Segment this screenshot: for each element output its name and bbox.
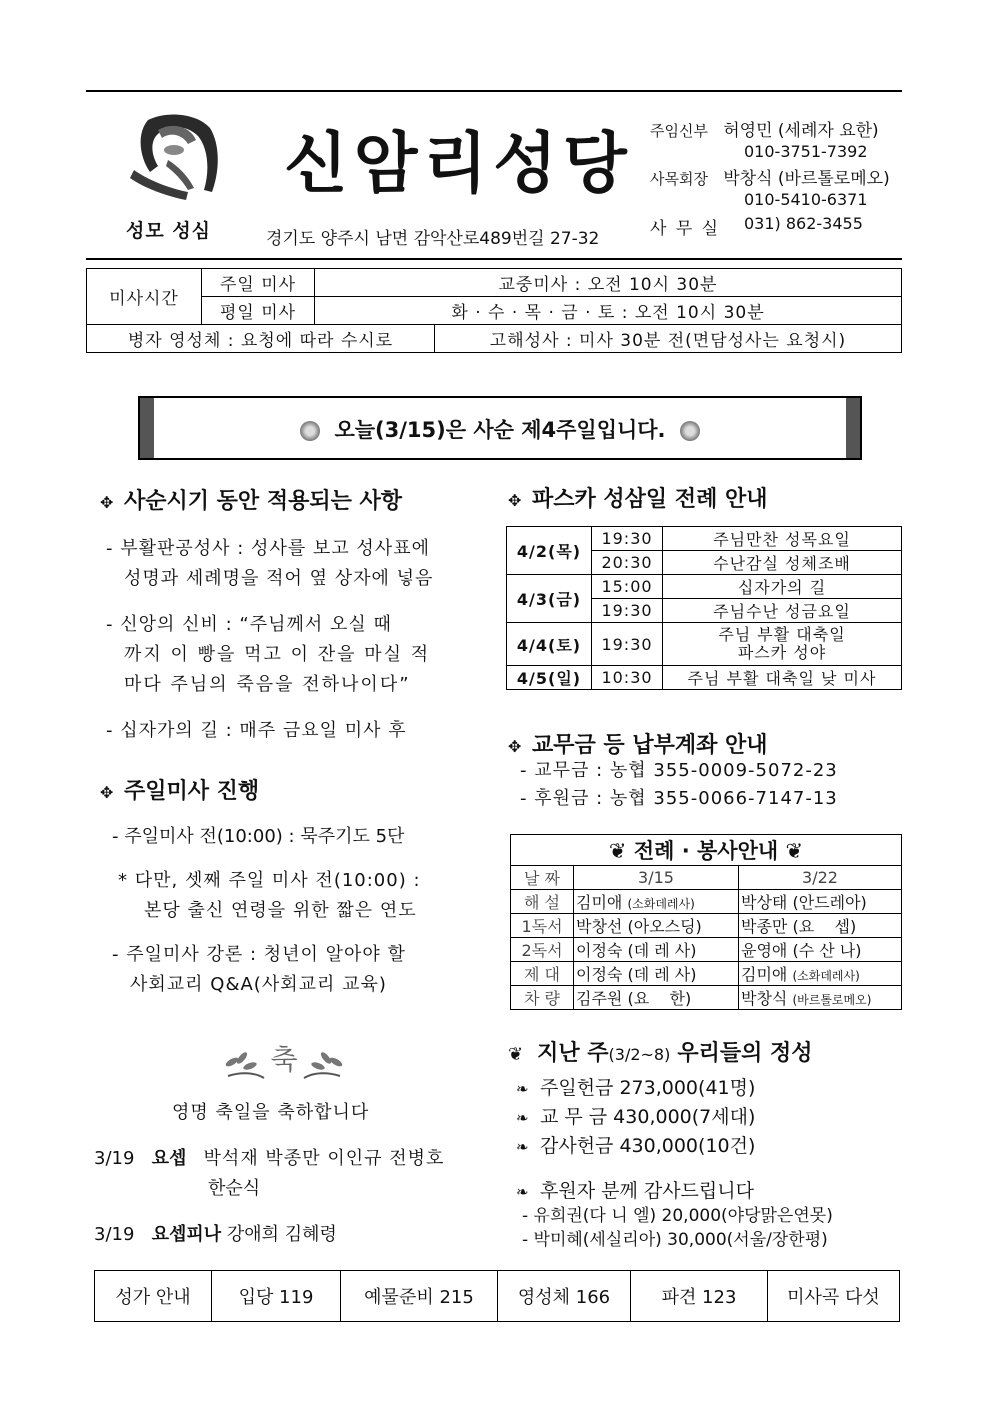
offering-item-text: 감사헌금 430,000(10건) — [540, 1135, 756, 1157]
liturgy-person: 김주원 (요 한) — [576, 989, 692, 1008]
donor-line: - 유희권(다 니 엘) 20,000(야당맑은연못) — [522, 1206, 833, 1226]
liturgy-note: (소화데레사) — [627, 897, 695, 911]
contact-council-phone: 010-5410-6371 — [744, 190, 868, 209]
liturgy-person: 박상태 (안드레아) — [741, 893, 867, 912]
lent-line: - 부활판공성사 : 성사를 보고 성사표에 — [106, 538, 430, 559]
offering-item-text: 주일헌금 273,000(41명) — [540, 1077, 756, 1099]
easter-time: 19:30 — [592, 527, 663, 551]
coin-icon — [680, 421, 700, 441]
mass-times-title: 미사시간 — [87, 269, 202, 325]
lent-item — [106, 716, 486, 746]
account-line: - 후원금 : 농협 355-0066-7147-13 — [520, 788, 838, 809]
feast-entry — [94, 1220, 494, 1250]
hymn-cell: 입당 119 — [212, 1271, 341, 1322]
coin-icon — [300, 421, 320, 441]
liturgy-note: (소화데레사) — [792, 969, 860, 983]
liturgy-role: 2독서 — [511, 938, 574, 962]
easter-heading-text: 파스카 성삼일 전례 안내 — [532, 487, 768, 512]
hymn-cell: 영성체 166 — [498, 1271, 631, 1322]
offering-item-text: 교 무 금 430,000(7세대) — [540, 1106, 756, 1128]
contact-label: 사목회장 — [650, 170, 708, 188]
account-line: - 교무금 : 농협 355-0009-5072-23 — [520, 760, 838, 781]
leaf-bullet-icon: ❧ — [516, 1183, 529, 1201]
liturgy-header: 3/22 — [739, 866, 902, 890]
sunday-mass-line: - 주일미사 전(10:00) : 묵주기도 5단 — [112, 826, 405, 847]
feast-names: 강애희 김혜령 — [226, 1224, 337, 1245]
feast-entry-line — [94, 1144, 494, 1174]
easter-time: 10:30 — [592, 666, 663, 690]
liturgy-cell — [574, 890, 739, 914]
sunday-mass-item — [112, 940, 492, 1000]
easter-time: 15:00 — [592, 575, 663, 599]
hymn-cell: 파견 123 — [631, 1271, 768, 1322]
contact-office-phone: 031) 862-3455 — [744, 214, 863, 233]
contact-label: 주임신부 — [650, 122, 708, 140]
hymn-cell: 성가 안내 — [95, 1271, 212, 1322]
offering-heading-bold: 지난 주 — [537, 1041, 609, 1066]
easter-time: 19:30 — [592, 599, 663, 623]
diamond-bullet-icon: ✥ — [100, 783, 114, 802]
easter-event: 주님만찬 성목요일 — [663, 527, 902, 551]
lent-heading — [100, 484, 402, 515]
lent-item — [106, 534, 486, 594]
lent-line: 까지 이 빵을 먹고 이 잔을 마실 적 — [124, 644, 431, 665]
liturgy-person: 박종만 (요 셉) — [741, 917, 857, 936]
easter-date: 4/2(목) — [507, 527, 592, 575]
liturgy-cell — [574, 914, 739, 938]
offering-item — [516, 1132, 755, 1161]
liturgy-person: 김미애 — [741, 965, 788, 984]
offering-heading — [508, 1036, 813, 1067]
weekday-mass-value: 화 · 수 · 목 · 금 · 토 : 오전 10시 30분 — [315, 297, 902, 325]
easter-heading — [508, 482, 768, 513]
lent-line: - 십자가의 길 : 매주 금요일 미사 후 — [106, 720, 407, 741]
logo-caption: 성모 성심 — [126, 220, 212, 242]
mass-times-table — [86, 268, 902, 353]
easter-date: 4/3(금) — [507, 575, 592, 623]
feast-date: 3/19 — [94, 1148, 135, 1169]
sunday-mass-item — [112, 822, 492, 852]
sick-communion: 병자 영성체 : 요청에 따라 수시로 — [87, 325, 435, 353]
feast-intro: 영명 축일을 축하합니다 — [172, 1102, 370, 1123]
confession: 고해성사 : 미사 30분 전(면담성사는 요청시) — [435, 325, 902, 353]
feast-entry — [94, 1144, 494, 1204]
today-banner — [138, 396, 862, 460]
sunday-mass-line: 사회교리 Q&A(사회교리 교육) — [130, 974, 387, 995]
liturgy-person: 이정숙 (데 레 사) — [576, 941, 697, 960]
contact-name: 박창식 (바르톨로메오) — [723, 169, 890, 189]
lent-item — [106, 610, 486, 700]
easter-event: 주님수난 성금요일 — [663, 599, 902, 623]
contact-label: 사 무 실 — [650, 219, 721, 239]
lent-line: 마다 주님의 죽음을 전하나이다” — [124, 674, 411, 695]
donor-list — [522, 1204, 833, 1252]
church-logo-icon — [128, 110, 228, 202]
feast-names-cont: 한순식 — [208, 1178, 261, 1199]
liturgy-header: 3/15 — [574, 866, 739, 890]
feast-names: 박석재 박종만 이인규 전병호 — [203, 1148, 445, 1169]
easter-date: 4/5(일) — [507, 666, 592, 690]
liturgy-role: 제 대 — [511, 962, 574, 986]
contact-pastor — [650, 116, 879, 141]
easter-time: 20:30 — [592, 551, 663, 575]
liturgy-role: 차 량 — [511, 986, 574, 1010]
lent-line: - 신앙의 신비 : “주님께서 오실 때 — [106, 614, 392, 635]
hymn-cell: 미사곡 다섯 — [768, 1271, 900, 1322]
sunday-mass-heading-text: 주일미사 진행 — [124, 779, 260, 804]
sunday-mass-line: - 주일미사 강론 : 청년이 알아야 할 — [112, 944, 406, 965]
hymn-cell: 예물준비 215 — [341, 1271, 498, 1322]
contact-pastor-phone: 010-3751-7392 — [744, 142, 868, 161]
diamond-bullet-icon: ✥ — [100, 493, 114, 512]
leaf-bullet-icon: ❧ — [516, 1109, 529, 1127]
hymn-table — [94, 1270, 900, 1322]
thanks-line — [516, 1176, 754, 1203]
liturgy-person: 박창선 (아오스딩) — [576, 917, 702, 936]
offering-item — [516, 1103, 755, 1132]
easter-time: 19:30 — [592, 623, 663, 666]
liturgy-table — [510, 834, 902, 1010]
feast-saint: 요셉 — [151, 1148, 187, 1169]
liturgy-cell — [739, 986, 902, 1010]
easter-event: 주님 부활 대축일 낮 미사 — [663, 666, 902, 690]
offering-list — [516, 1074, 755, 1161]
feast-date: 3/19 — [94, 1224, 135, 1245]
liturgy-cell — [739, 962, 902, 986]
banner-text: 오늘(3/15)은 사순 제4주일입니다. — [334, 418, 666, 442]
leaf-bullet-icon: ❧ — [516, 1080, 529, 1098]
church-address: 경기도 양주시 남면 감악산로489번길 27-32 — [266, 229, 600, 249]
weekday-mass-label: 평일 미사 — [202, 297, 315, 325]
top-rule — [86, 90, 902, 92]
contact-council — [650, 164, 890, 189]
liturgy-cell — [739, 914, 902, 938]
easter-event: 십자가의 길 — [663, 575, 902, 599]
sunday-mass-line: 본당 출신 연령을 위한 짧은 연도 — [144, 900, 417, 921]
lent-line: 성명과 세례명을 적어 옆 상자에 넣음 — [124, 568, 434, 589]
offering-heading-bold: 우리들의 정성 — [677, 1041, 813, 1066]
accounts-heading-text: 교무금 등 납부계좌 안내 — [532, 733, 768, 758]
sunday-mass-line: * 다만, 셋째 주일 미사 전(10:00) : — [118, 870, 421, 891]
liturgy-person: 박창식 — [741, 989, 788, 1008]
sunday-mass-heading — [100, 774, 259, 805]
liturgy-role: 해 설 — [511, 890, 574, 914]
easter-event: 수난감실 성체조배 — [663, 551, 902, 575]
liturgy-person: 김미애 — [576, 893, 623, 912]
leaf-icon: ❦ — [608, 839, 627, 863]
liturgy-cell — [574, 986, 739, 1010]
donor-line: - 박미혜(세실리아) 30,000(서울/장한평) — [522, 1230, 828, 1250]
easter-date: 4/4(토) — [507, 623, 592, 666]
diamond-bullet-icon: ✥ — [508, 737, 522, 756]
liturgy-role: 1독서 — [511, 914, 574, 938]
feast-emblem-char: 축 — [270, 1043, 298, 1076]
liturgy-person: 윤영애 (수 산 나) — [741, 941, 862, 960]
easter-table — [506, 526, 902, 690]
easter-event: 주님 부활 대축일 파스카 성야 — [663, 623, 902, 666]
sunday-mass-value: 교중미사 : 오전 10시 30분 — [315, 269, 902, 297]
liturgy-note: (바르톨로메오) — [792, 993, 872, 1007]
liturgy-header: 날 짜 — [511, 866, 574, 890]
church-title: 신암리성당 — [284, 125, 633, 202]
liturgy-cell — [739, 938, 902, 962]
feast-emblem — [220, 1036, 348, 1086]
thanks-text: 후원자 분께 감사드립니다 — [540, 1180, 754, 1202]
leaf-icon: ❦ — [785, 839, 804, 863]
leaf-icon: ❦ — [508, 1044, 524, 1065]
feast-saint: 요셉피나 — [151, 1224, 222, 1245]
liturgy-title-cell — [511, 835, 902, 866]
banner-text-row — [140, 414, 860, 444]
liturgy-cell — [574, 962, 739, 986]
lent-heading-text: 사순시기 동안 적용되는 사항 — [124, 489, 403, 514]
sunday-mass-label: 주일 미사 — [202, 269, 315, 297]
diamond-bullet-icon: ✥ — [508, 491, 522, 510]
liturgy-cell — [739, 890, 902, 914]
sunday-mass-item — [118, 866, 498, 926]
leaf-bullet-icon: ❧ — [516, 1138, 529, 1156]
liturgy-person: 이정숙 (데 레 사) — [576, 965, 697, 984]
offering-heading-period: (3/2~8) — [608, 1045, 671, 1064]
liturgy-cell — [574, 938, 739, 962]
liturgy-title: 전례 · 봉사안내 — [633, 839, 779, 863]
header-rule — [86, 258, 902, 260]
contact-office — [650, 214, 720, 239]
accounts-heading — [508, 728, 768, 759]
contact-name: 허영민 (세례자 요한) — [723, 121, 879, 141]
offering-item — [516, 1074, 755, 1103]
